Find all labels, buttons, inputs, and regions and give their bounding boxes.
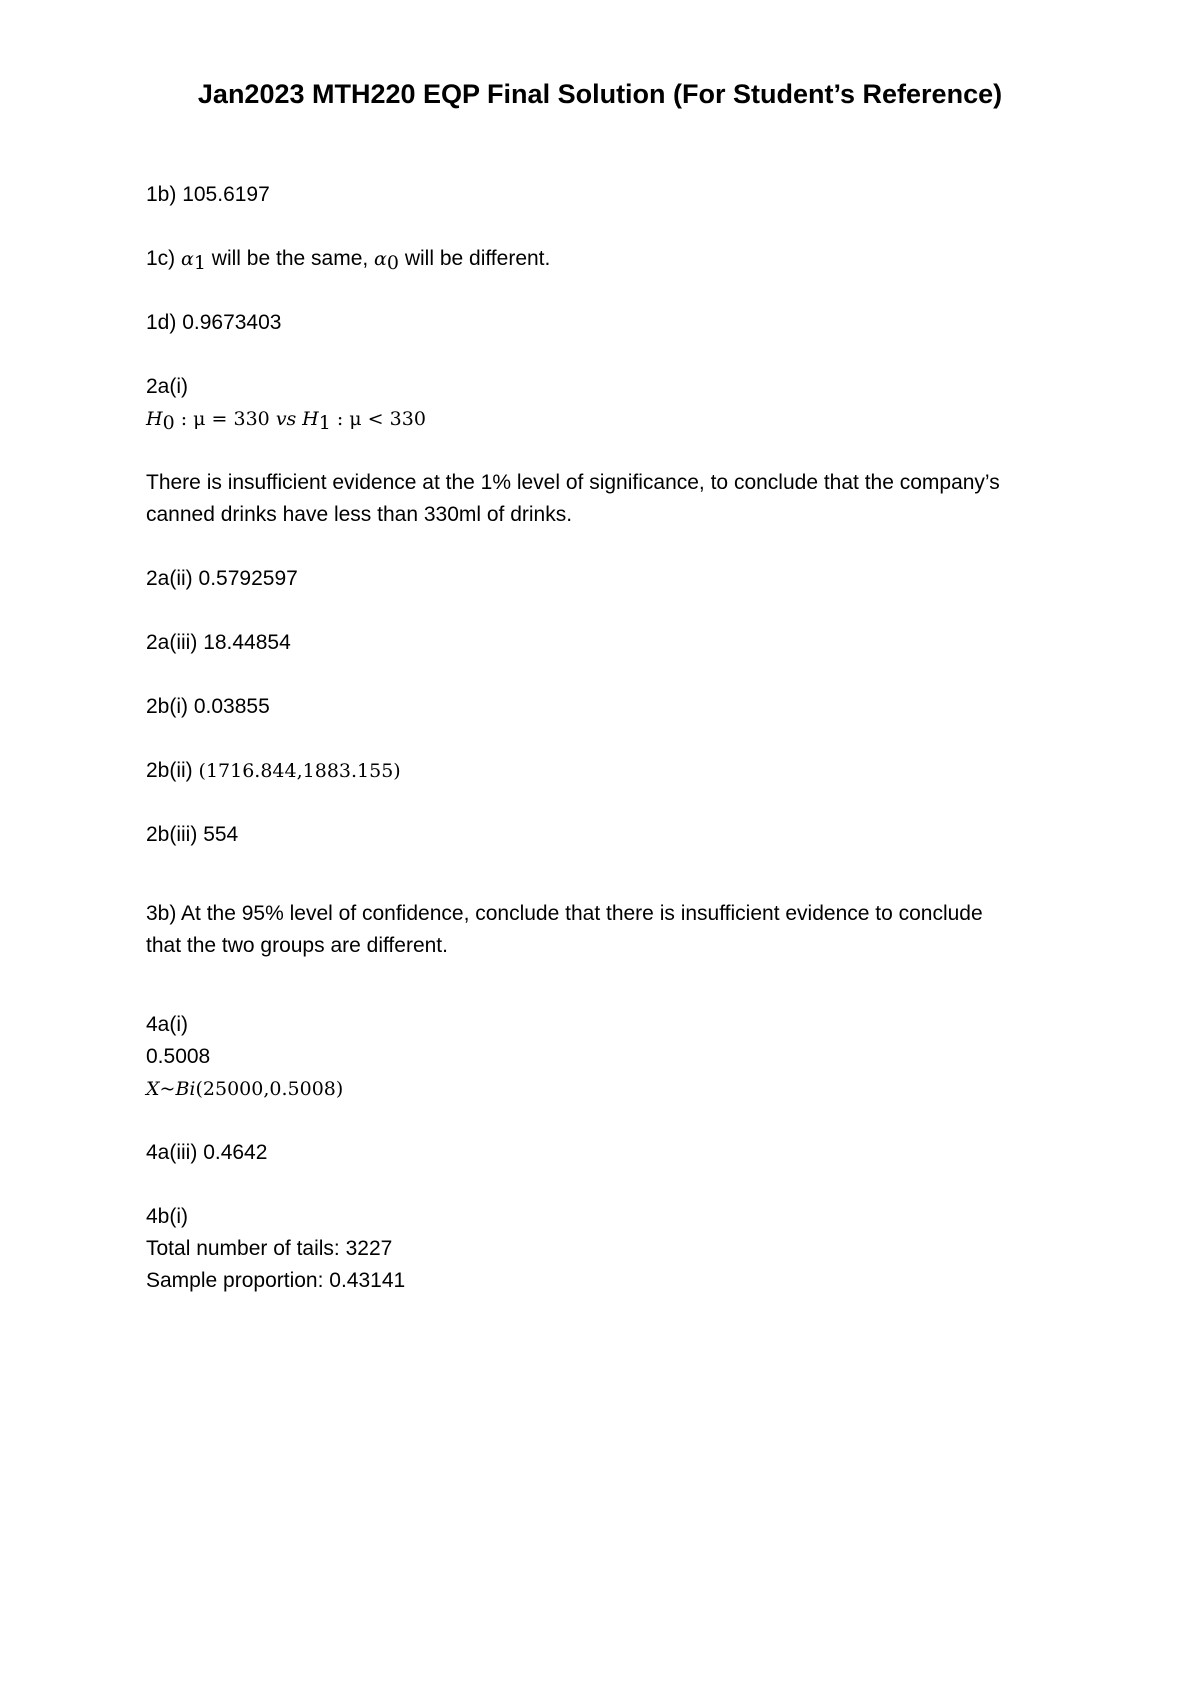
answer-1c-label: 1c) [146,247,176,270]
answer-2bi [146,691,270,723]
distribution-params: (25000,0.5008) [195,1078,344,1100]
h0-symbol: H [146,408,163,430]
conclusion-line-1: There is insufficient evidence at the 1% level of significance, to conclude that the company’s [146,471,1000,494]
answer-2biii-label: 2b(iii) [146,823,198,846]
hypothesis-statement [146,403,426,435]
answer-2aii-label: 2a(ii) [146,567,193,590]
answer-3b-line-2: that the two groups are different. [146,934,448,957]
sample-proportion [146,1265,405,1297]
alpha-subscript: 0 [386,252,399,274]
answer-2biii-value: 554 [203,823,239,846]
answer-2aiii [146,627,291,659]
answer-2bi-value: 0.03855 [193,695,270,718]
answer-2bi-label: 2b(i) [146,695,189,718]
answer-1c [146,243,550,275]
answer-4ai-label: 4a(i) [146,1013,189,1036]
alpha-symbol: α [181,248,194,270]
tails-count-label: Total number of tails: [146,1237,340,1260]
answer-2aii [146,563,298,595]
answer-1d-label: 1d) [146,311,177,334]
answer-2ai-label: 2a(i) [146,375,189,398]
random-variable: X [146,1078,160,1100]
answer-2bii-value: (1716.844,1883.155) [198,760,401,782]
answer-4aiii-value: 0.4642 [203,1141,268,1164]
tails-count-value: 3227 [345,1237,393,1260]
tilde-symbol: ~ [159,1078,176,1100]
alpha-subscript: 1 [193,252,206,274]
answer-1c-text-b: will be different. [398,247,551,270]
answer-1c-text-a: will be the same, [205,247,375,270]
answer-2aii-value: 0.5792597 [198,567,298,590]
answer-3b-label: 3b) [146,902,177,925]
h0-subscript: 0 [162,412,175,434]
answer-2biii [146,819,238,851]
answer-2aiii-value: 18.44854 [203,631,291,654]
sample-proportion-value: 0.43141 [329,1269,406,1292]
answer-3b-line-1 [146,898,983,930]
answer-4bi-label: 4b(i) [146,1205,189,1228]
answer-4ai-value: 0.5008 [146,1045,211,1068]
alpha-symbol: α [374,248,387,270]
answer-1b-label: 1b) [146,183,177,206]
h1-expression: : μ < 330 [330,408,426,430]
sample-proportion-label: Sample proportion: [146,1269,324,1292]
answer-1d [146,307,281,339]
h1-subscript: 1 [318,412,331,434]
answer-2bii [146,755,401,787]
conclusion-line-2: canned drinks have less than 330ml of drinks. [146,503,573,526]
h1-symbol: H [302,408,319,430]
answer-1b-value: 105.6197 [182,183,270,206]
distribution-name: Bi [175,1078,196,1100]
answer-4aiii-label: 4a(iii) [146,1141,198,1164]
answer-2bii-label: 2b(ii) [146,759,193,782]
answer-1d-value: 0.9673403 [182,311,282,334]
h0-expression: : μ = 330 [174,408,276,430]
vs-text: vs [275,408,297,430]
document-title: Jan2023 MTH220 EQP Final Solution (For Student’s Reference) [197,79,1003,109]
answer-1b [146,179,270,211]
tails-count [146,1233,392,1265]
answer-4aiii [146,1137,267,1169]
binomial-distribution [146,1073,343,1105]
answer-3b-text: At the 95% level of confidence, conclude that there is insufficient evidence to conclude [181,902,983,925]
answer-2aiii-label: 2a(iii) [146,631,198,654]
